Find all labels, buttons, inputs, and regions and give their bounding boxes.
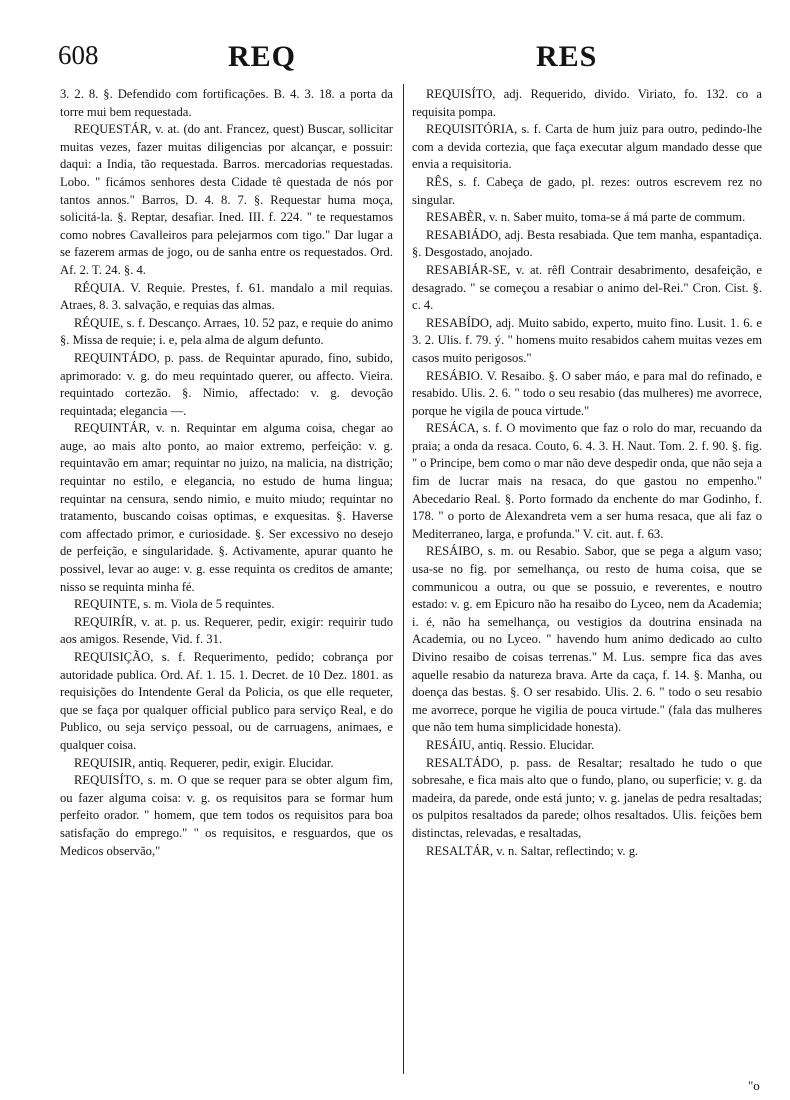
page-number: 608 — [58, 40, 99, 70]
dictionary-entry: RESABIÁR-SE, v. at. rêfl Contrair desabrimento, desafeição, e desagrado. " se começou a resabiar o animo del-Rei." Cron. Cist. §. c. 4. — [412, 262, 762, 313]
dictionary-entry: REQUISIR, antiq. Requerer, pedir, exigir. Elucidar. — [74, 755, 334, 770]
right-column — [412, 86, 762, 860]
dictionary-entry: REQUISÍTO, s. m. O que se requer para se obter algum fim, ou fazer alguma coisa: v. g. os requisitos para se formar hum perfeito orador. " homem, que tem todos os requisitos para boa satisfação do emprego." " os requisitos, e resguardos, que os Medicos observão," — [60, 773, 393, 858]
dictionary-entry: REQUINTÁDO, p. pass. de Requintar apurado, fino, subido, aprimorado: v. g. do meu requintado querer, ou affecto. Vieira. requintado cortezão. §. Nimio, affectado: v. g. devoção requintada; elegancia —. — [60, 350, 393, 418]
catchword: "o — [748, 1078, 760, 1093]
dictionary-entry: REQUISIÇÃO, s. f. Requerimento, pedido; cobrança por autoridade publica. Ord. Af. 1. 15. 1. Decret. de 10 Dez. 1801. as requisições do Intendente Geral da Policia, os que elle requeter, que se faça por qualquer official publico para serviço Real, e do Publico, ou seja serviço pessoal, ou de carruagens, animaes, e qualquer coisa. — [60, 650, 393, 752]
dictionary-entry: RESÁBIO. V. Resaibo. §. O saber máo, e para mal do refinado, e resabido. Ulis. 2. 6. " todo o seu resabio (das mulheres) me avorrece, porque he vigila de pouca virtude." — [412, 368, 762, 418]
dictionary-entry: RESÁIBO, s. m. ou Resabio. Sabor, que se pega a algum vaso; usa-se no fig. por semelhança, ou resto de huma coisa, que se communicou a outra, ou que se possuio, e reverentes, e noutro estado: v. g. em Epicuro não ha resaibo do Lyceo, nem da Academia; i. é, não ha semelhança, ou vestigios da doutrina ensinada na Academia, ou no Lyceo. " havendo hum animo dedicado ao culto Divino resaibo de coisas terrenas." M. Lus. sempre fica das aves aquelle resabio da natureza brava. Arte da caça, f. 14. §. Manha, ou doença das bestas. §. O ser resabido. Ulis. 2. 6. " todo o seu resabio me avorrece, porque he vigilia de pouca virtude." (fala das mulheres que não tem huma simplicidade honesta). — [412, 544, 762, 735]
dictionary-entry: RESALTÁDO, p. pass. de Resaltar; resaltado he tudo o que sobresahe, e fica mais alto que o fundo, plano, ou superficie; v. g. da madeira, da parede, onde está junto; v. g. janelas de pedra resaltadas; os pulpitos resaltados da parede; olhos resaltados. Ulis. feições bem distinctas, relevadas, e resaltadas, — [412, 755, 762, 840]
dictionary-entry: REQUISITÓRIA, s. f. Carta de hum juiz para outro, pedindo-lhe com a devida cortezia, que faça executar algum mandado desse que envia a requisitoria. — [412, 122, 762, 172]
left-running-head: REQ — [228, 40, 297, 73]
dictionary-entry: 3. 2. 8. §. Defendido com fortificações. B. 4. 3. 18. a porta da torre mui bem requestada. — [60, 87, 393, 119]
dictionary-entry: RÉQUIA. V. Requie. Prestes, f. 61. mandalo a mil requias. Atraes, 8. 3. salvação, e requias das almas. — [60, 280, 393, 313]
dictionary-entry: RESÁIU, antiq. Ressio. Elucidar. — [426, 737, 595, 752]
dictionary-entry: REQUINTE, s. m. Viola de 5 requintes. — [74, 597, 275, 612]
dictionary-entry: REQUIRÍR, v. at. p. us. Requerer, pedir, exigir: requirir tudo aos amigos. Resende, Vid. f. 31. — [60, 614, 393, 647]
column-divider — [403, 84, 404, 1074]
dictionary-entry: REQUESTÁR, v. at. (do ant. Francez, quest) Buscar, sollicitar muitas vezes, fazer muitas diligencias por alcançar, e possuir: daqui: a India, tão requestada. Barros. mercadorias requestadas. Lobo. " ficámos senhores desta Cidade tê questada de nós por tantos annos." Barros, D. 4. 8. 7. §. Requestar huma moça, solicitá-la. §. Reptar, desafiar. Ined. III. f. 224. " te requestamos como nobres Cavalleiros para pelejarmos com tigo." Dar lugar a se fazerem armas de jogo, ou de sanha entre os requestados. Ord. Af. 2. T. 24. §. 4. — [60, 122, 393, 277]
dictionary-entry: RESABÈR, v. n. Saber muito, toma-se á má parte de commum. — [426, 210, 746, 225]
dictionary-entry: REQUISÍTO, adj. Requerido, divido. Viriato, fo. 132. co a requisita pompa. — [412, 87, 762, 119]
right-running-head: RES — [536, 40, 598, 73]
dictionary-entry: RESALTÁR, v. n. Saltar, reflectindo; v. g. — [426, 843, 639, 858]
dictionary-entry: REQUINTÁR, v. n. Requintar em alguma coisa, chegar ao auge, ao mais alto ponto, ao maior extremo, perfeição: v. g. requintavão em amar; requintar no juizo, na malicia, na distrição; requintar no estilo, e elegancia, no estudo de huma lingua; requintar na censura, sendo nimio, e muito miudo; requintar no tratamento, buscando coisas optimas, e exquesitas. §. Haverse com affectado primor, e curiosidade. §. Ser excessivo no desejo de perfeição, e singularidade. §. Activamente, apurar quanto he possivel, levar ao auge: v. g. esse requinta os creditos de amante; nisso se requinta minha fé. — [60, 421, 393, 594]
dictionary-entry: RESÁCA, s. f. O movimento que faz o rolo do mar, recuando da praia; a onda da resaca. Couto, 6. 4. 3. H. Naut. Tom. 2. f. 90. §. fig. " o Principe, bem como o mar não deve despedir onda, que não seja a fim de lucrar mais na resaca, do que gastou no empenho." Abecedario Real. §. Porto formado da enchente do mar Godinho, f. 178. " o porto de Alexandreta vem a ser huma resaca, que ali faz o Mediterraneo, larga, e profunda." V. cit. aut. f. 63. — [412, 421, 762, 541]
left-column — [60, 86, 393, 860]
dictionary-entry: RESABÍDO, adj. Muito sabido, experto, muito fino. Lusit. 1. 6. e 3. 2. Ulis. f. 79. ý. " homens muito resabidos cahem muitas vezes em casos muito perigosos." — [412, 315, 762, 365]
dictionary-entry: RÊS, s. f. Cabeça de gado, pl. rezes: outros escrevem rez no singular. — [412, 174, 762, 207]
dictionary-entry: RESABIÁDO, adj. Besta resabiada. Que tem manha, espantadiça. §. Desgostado, anojado. — [412, 227, 762, 260]
dictionary-entry: RÉQUIE, s. f. Descanço. Arraes, 10. 52 paz, e requie do animo §. Missa de requie; i. e, pela alma de algum defunto. — [60, 315, 393, 348]
running-header — [58, 40, 760, 80]
